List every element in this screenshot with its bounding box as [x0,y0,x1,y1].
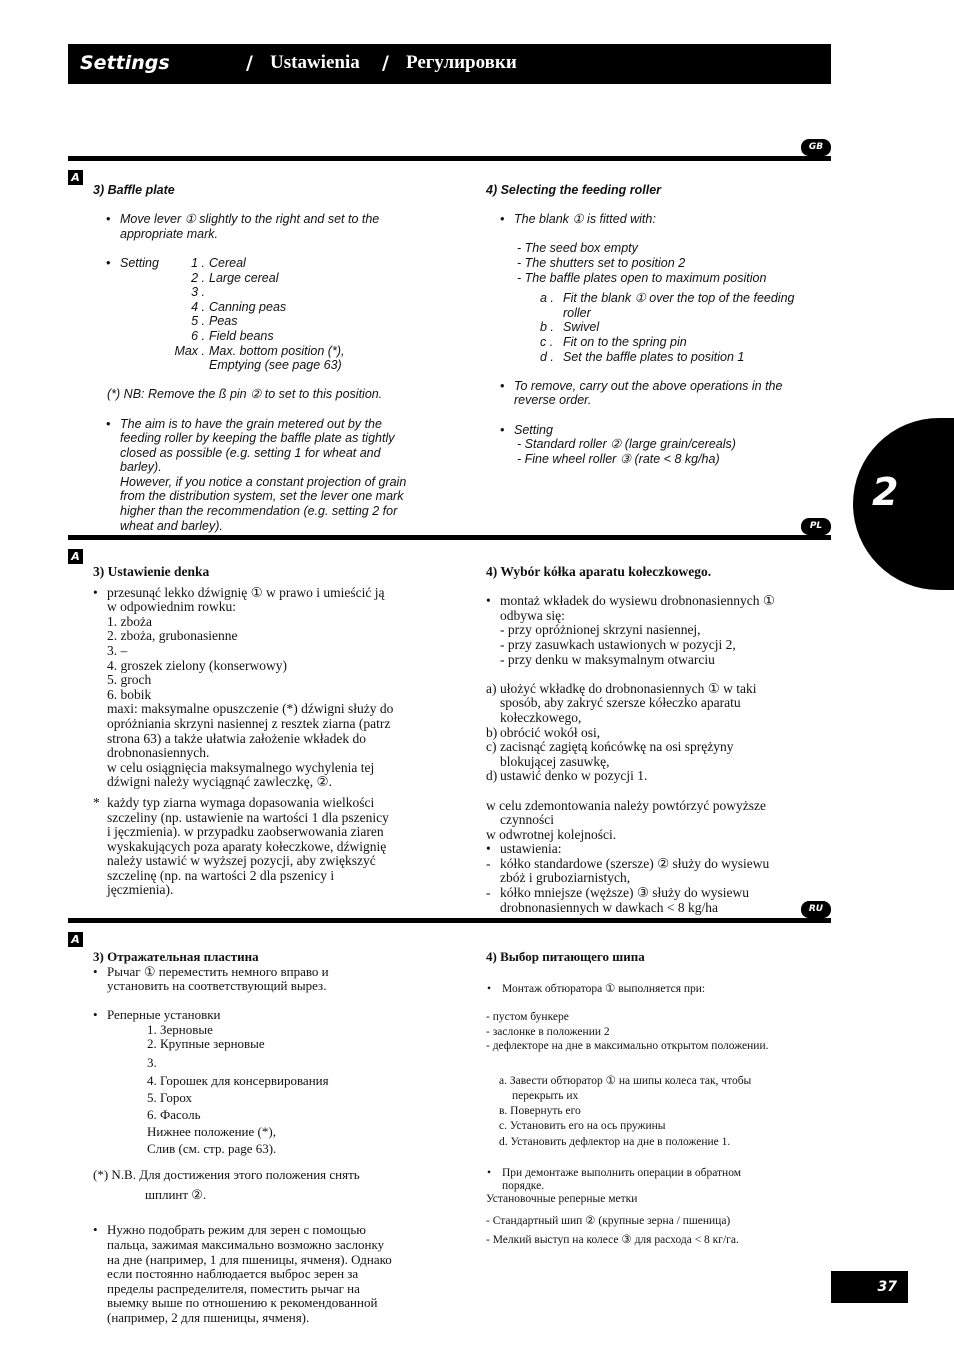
gb-left-column [93,183,433,533]
ru-left-column [93,950,433,1326]
page-number: 37 [877,1279,897,1295]
marks-list: • Реперные установки 1. Зерновые 2. Крупные зерновые 3. 4. Горошек для консервирования 5. Горох 6. Фасоль Нижнее положение (*), Слив (см. стр. page 63). [93,1007,329,1157]
bullet-item: • Setting - Standard roller ② (large grain/cereals) - Fine wheel roller ③ (rate < 8 kg/ha) [500,422,736,466]
bullet-item: • The blank ① is fitted with: [500,212,656,227]
bullet-item: • Move lever ① slightly to the right and set to the appropriate mark. [106,212,380,241]
chapter-number: 2 [872,470,899,514]
title-ru: Регулировки [406,52,517,73]
section-marker: A [68,932,83,947]
gb-right-column [486,183,826,466]
step-list: a. Завести обтюратор ① на шипы колеса так, чтобы перекрыть их в. Повернуть его c. Установить его на ось пружины d. Установить дефлектор на дне в положение 1. [499,1074,752,1148]
section-heading: 3) Baffle plate [93,183,175,197]
section-divider [68,156,831,161]
marks-item: - Стандартный шип ② (крупные зерна / пшеница) [486,1215,731,1228]
language-badge-gb: GB [801,139,831,156]
footnote: * każdy typ ziarna wymaga dopasowania wielkości szczeliny (np. ustawienie na wartości 1 dla pszenicy i jęczmienia). w przypadku zaobserwowania ziaren wyskakujących poza aparaty kołeczkowe, dźwignię należy ustawić w wyższej pozycji, aby zwiększyć szczelinę (np. na wartości 2 dla pszenicy i jęczmienia). [93,794,389,898]
pl-right-column [486,565,826,915]
page-header [68,44,831,84]
bullet-item: • To remove, carry out the above operations in the reverse order. [500,378,783,408]
bullet-item: • Нужно подобрать режим для зерен с помощью пальца, зажимая максимально возможно заслонку на дне (например, 1 для пшеницы, ячменя). Однако если постоянно наблюдается выброс зерен за пределы распределителя, поместить рычаг на выемку выше по отношению к рекомендованной (например, 2 для пшеницы, ячменя). [93,1222,392,1326]
section-heading: 3) Отражательная пластина [93,949,259,964]
language-badge-pl: PL [801,518,831,535]
bullet-item: • The aim is to have the grain metered out by the feeding roller by keeping the baffle plate as tightly closed as possible (e.g. setting 1 for wheat and barley). However, if you notice a constant projection of grain from the distribution system, set the lever one mark higher than the recommendation (e.g. setting 2 for wheat and barley). [106,416,407,533]
chapter-tab [853,418,954,590]
language-badge-ru: RU [801,901,831,918]
section-heading: 3) Ustawienie denka [93,564,210,579]
bullet-item: • montaż wkładek do wysiewu drobnonasiennych ① odbywa się: - przy opróżnionej skrzyni nasiennej, - przy zasuwkach ustawionych w pozycji 2, - przy denku w maksymalnym otwarciu [486,593,775,667]
step-list: a) ułożyć wkładkę do drobnonasiennych ① w taki sposób, aby zakryć szersze kółeczko aparatu kołeczkowego, b) obrócić wokół osi, c) zacisnąć zagiętą końcówkę na osi sprężyny blokującej zasuwkę, d) ustawić denko w pozycji 1. [486,680,757,784]
page-number-box [831,1271,908,1303]
settings-list: • Setting 1 . Cereal 2 . Large cereal 3 . 4 . Canning peas 5 . Peas 6 . Field beans Max . Max. bottom position (*), Emptying (see page 63) [106,255,345,373]
title-separator: / [382,52,389,74]
bullet-item: • При демонтаже выполнить операции в обратном порядке. [487,1167,742,1193]
title-pl: Ustawienia [270,52,360,73]
section-heading: 4) Selecting the feeding roller [486,183,662,197]
remove-note: w celu zdemontowania należy powtórzyć powyższe czynności w odwrotnej kolejności. [486,797,767,842]
ru-right-column [486,950,826,1250]
condition-list: - The seed box empty - The shutters set to position 2 - The baffle plates open to maximum position [517,241,767,285]
marks-label: Установочные реперные метки [486,1193,638,1206]
section-marker: A [68,549,83,564]
settings-list: • ustawienia: - kółko standardowe (szersze) ② służy do wysiewu zbóż i gruboziarnistych, - kółko mniejsze (węższe) ③ służy do wysiewu drobnonasiennych w dawkach < 8 kg/ha [486,841,770,915]
bullet-item: • Монтаж обтюратора ① выполняется при: [487,982,706,995]
title-separator: / [246,52,253,74]
note: (*) NB: Remove the ß pin ② to set to this position. [107,387,383,402]
section-heading: 4) Wybór kółka aparatu kołeczkowego. [486,564,712,579]
step-list: a . Fit the blank ① over the top of the feeding roller b . Swivel c . Fit on to the spring pin d . Set the baffle plates to position 1 [540,291,795,364]
section-divider [68,535,831,540]
pl-left-column [93,565,433,898]
title-en: Settings [80,52,170,74]
bullet-item: • przesunąć lekko dźwignię ① w prawo i umieścić ją w odpowiednim rowku: 1. zboża 2. zboża, grubonasienne 3. – 4. groszek zielony (konserwowy) 5. groch 6. bobik maxi: maksymalne opuszczenie (*) dźwigni służy do opróżniania skrzyni nasiennej z resztek ziarna (patrz strona 63) a także ułatwia założenie wkładek do drobnonasiennych. w celu osiągnięcia maksymalnego wychylenia tej dźwigni należy wyciągnąć zawleczkę, ②. [93,584,394,790]
section-divider [68,918,831,923]
marks-item: - Мелкий выступ на колесе ③ для расхода < 8 кг/га. [486,1234,739,1247]
note: (*) N.B. Для достижения этого положения снять шплинт ②. [93,1167,360,1203]
section-marker: A [68,170,83,185]
bullet-item: • Рычаг ① переместить немного вправо и установить на соответствующий вырез. [93,963,329,994]
section-heading: 4) Выбор питающего шипа [486,949,645,964]
condition-list: - пустом бункере - заслонке в положении 2 - дефлекторе на дне в максимально открытом положении. [486,1011,769,1053]
